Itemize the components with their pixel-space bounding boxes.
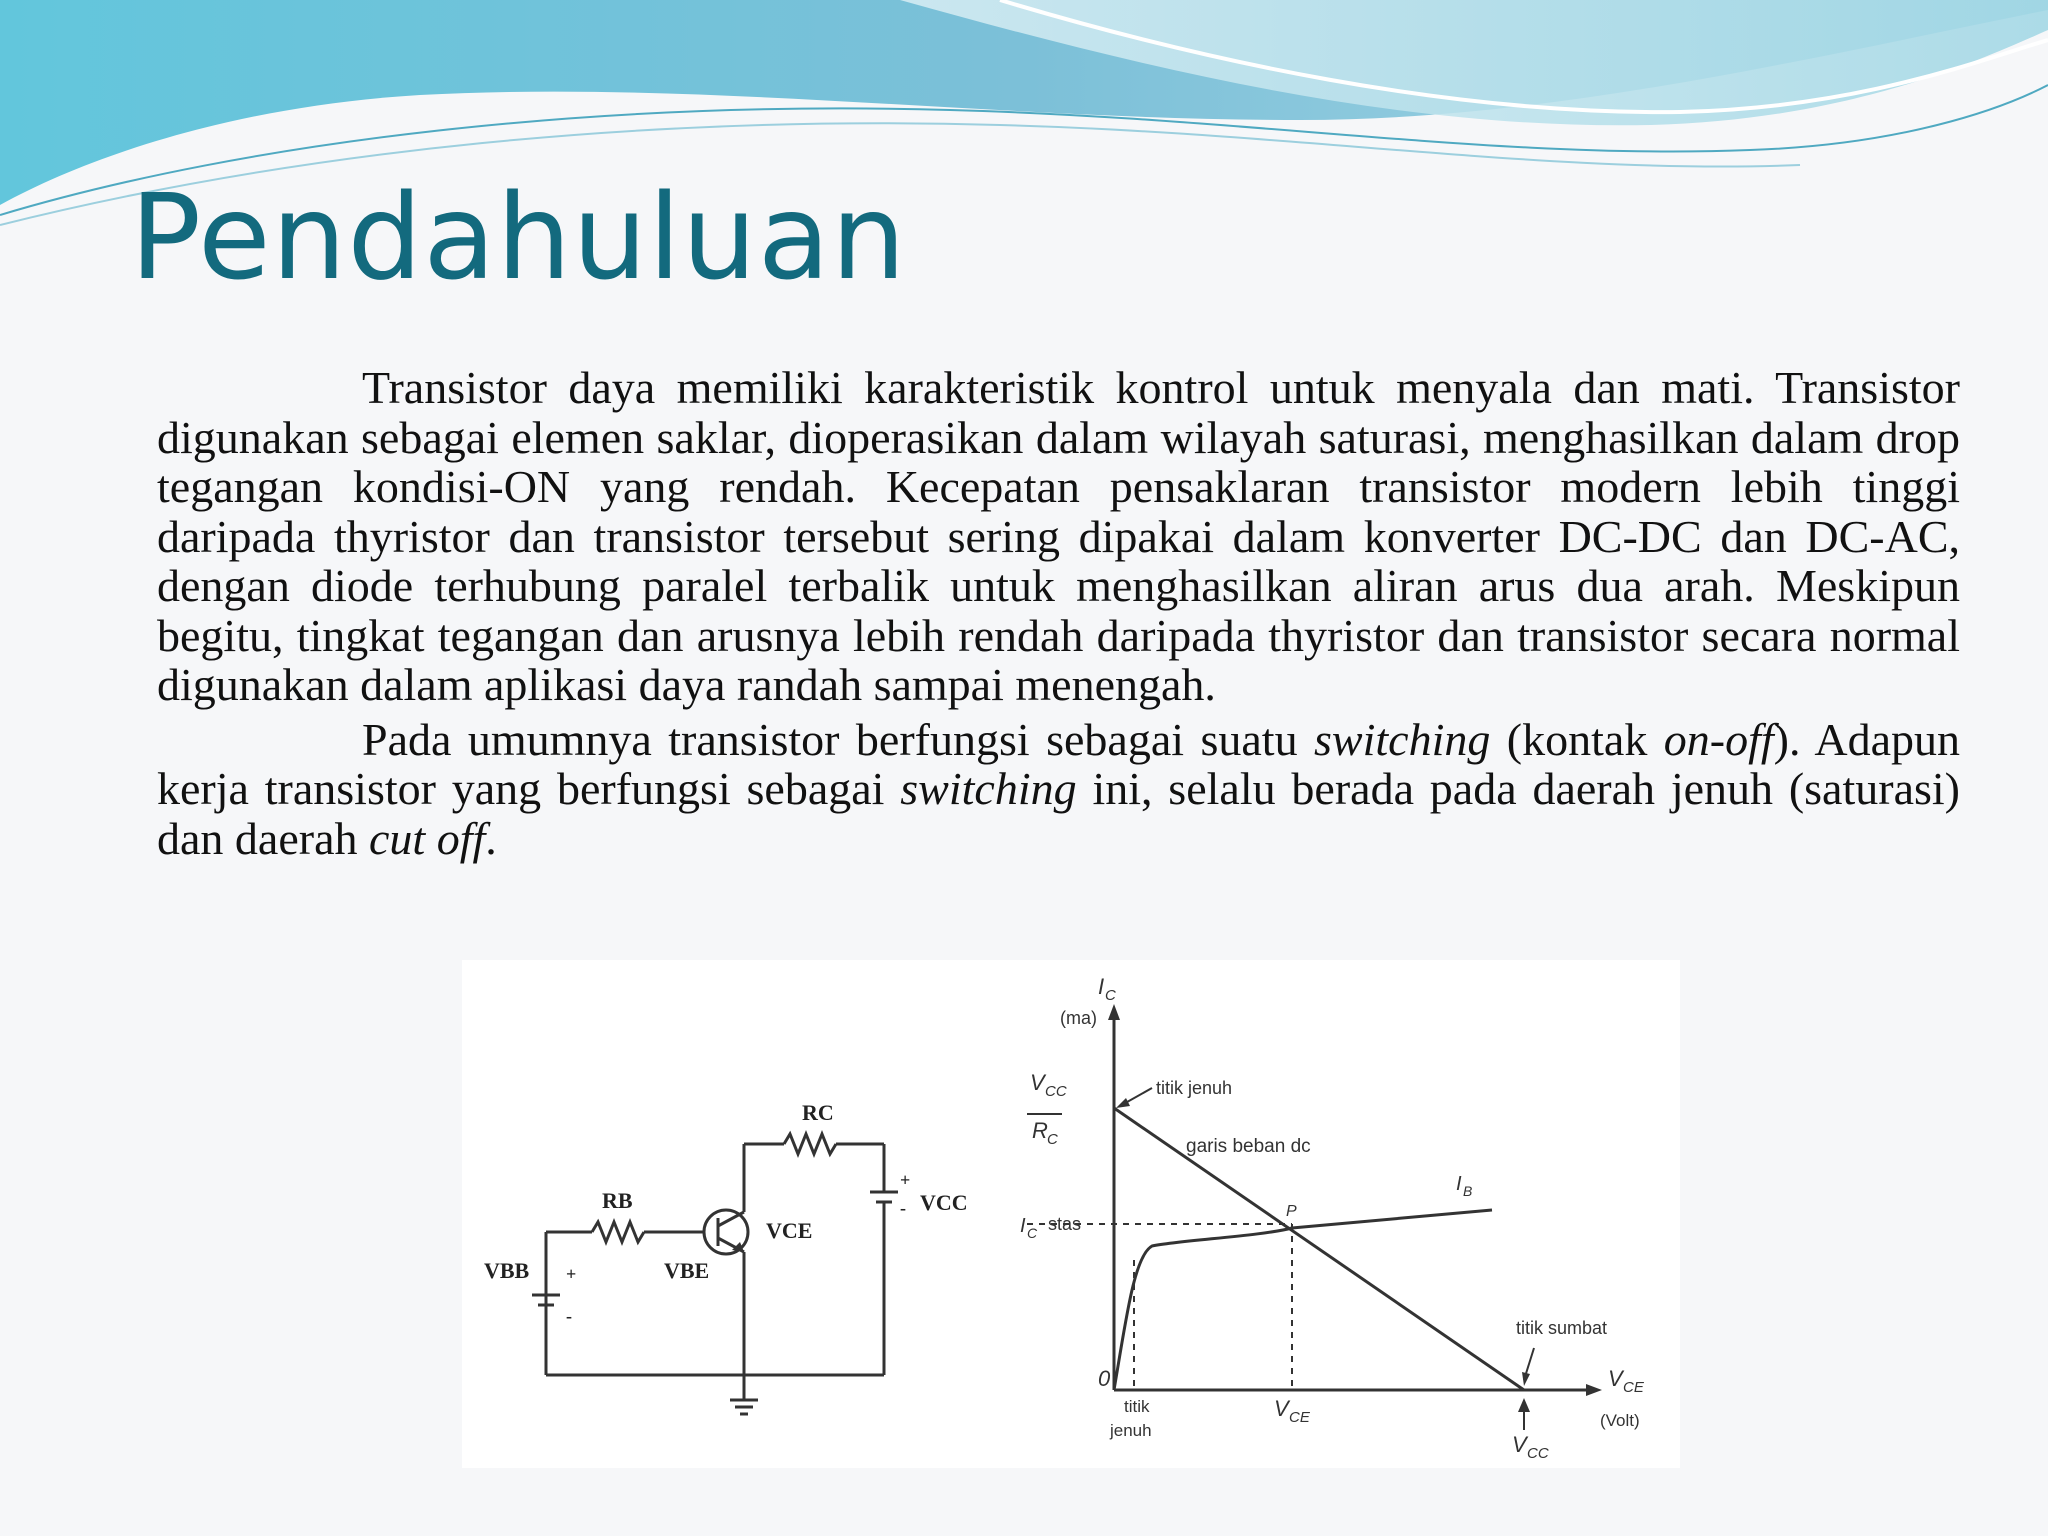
vcc-mark-subscript: CC [1527,1445,1549,1462]
vcc-mark-symbol: V [1512,1432,1527,1457]
vbe-label: VBE [664,1258,710,1283]
vcc-over-rc-denominator: R [1032,1118,1048,1143]
rb-label: RB [602,1188,633,1213]
operating-point-label: P [1286,1203,1297,1220]
vbb-minus-sign: - [566,1306,572,1326]
bottom-jenuh-label: jenuh [1110,1421,1152,1440]
vce-mark-subscript: CE [1289,1409,1310,1426]
garis-beban-label: garis beban dc [1186,1136,1311,1157]
y-axis-arrow-icon [1108,1004,1120,1020]
vbb-plus-sign: + [566,1264,577,1284]
y-axis-symbol: I [1098,974,1105,999]
vcc-plus-sign: + [900,1170,911,1190]
paragraph-2-emphasis: switching [900,763,1077,814]
ic-stas-subscript: C [1027,1225,1038,1241]
paragraph-2-text: ini, selalu berada pada daerah jenuh (saturasi) dan daerah [157,763,1960,864]
ib-symbol: I [1456,1173,1462,1195]
vcc-pointer-arrow-icon [1518,1398,1530,1412]
paragraph-2-emphasis: switching [1314,713,1491,765]
titik-jenuh-arrow-icon [1116,1098,1130,1108]
transistor-circuit [532,1134,898,1414]
vcc-minus-sign: - [900,1198,906,1218]
ib-subscript: B [1463,1183,1473,1199]
ic-stas-symbol: I [1020,1215,1026,1237]
x-axis-arrow-icon [1586,1384,1602,1396]
vcc-over-rc-denominator-sub: C [1047,1131,1058,1148]
x-axis-subscript: CE [1623,1379,1644,1396]
paragraph-2 [157,715,1960,864]
x-axis-symbol: V [1608,1366,1623,1391]
x-axis-unit: (Volt) [1600,1411,1640,1430]
paragraph-2-text: ). Adapun kerja transistor yang berfungsi sebagai [157,713,1961,814]
paragraph-2-text: . [485,812,497,864]
rc-label: RC [802,1100,834,1125]
paragraph-2-text: Pada umumnya transistor berfungsi sebagai suatu [362,713,1315,765]
paragraph-2-text: (kontak [1490,713,1664,765]
origin-label: 0 [1098,1366,1111,1391]
vcc-over-rc-numerator: V [1030,1070,1045,1095]
y-axis-unit: (ma) [1060,1008,1097,1028]
slide-title: Pendahuluan [130,168,907,306]
load-line-graph [1027,1010,1592,1430]
transistor-switch-figure [462,960,1680,1468]
y-axis-subscript: C [1105,987,1116,1004]
vce-label: VCE [766,1218,813,1243]
vcc-label: VCC [920,1190,968,1215]
titik-sumbat-arrow-icon [1522,1372,1530,1386]
paragraph-1: Transistor daya memiliki karakteristik kontrol untuk menyala dan mati. Transistor digunakan sebagai elemen saklar, dioperasikan dalam wilayah saturasi, menghasilkan dalam drop tegangan kondisi-ON yang rendah. Kecepatan pensaklaran transistor modern lebih tinggi daripada thyristor dan transistor tersebut sering dipakai dalam konverter DC-DC dan DC-AC, dengan diode terhubung paralel terbalik untuk menghasilkan aliran arus dua arah. Meskipun begitu, tingkat tegangan dan arusnya lebih rendah daripada thyristor dan transistor secara normal digunakan dalam aplikasi daya randah sampai menengah. [157,362,1960,710]
paragraph-2-emphasis: on-off [1663,713,1774,765]
vce-mark-symbol: V [1274,1396,1289,1421]
body-text [157,363,1960,868]
vcc-over-rc-numerator-sub: CC [1045,1083,1067,1100]
bottom-titik-label: titik [1124,1397,1150,1416]
vbb-label: VBB [484,1258,530,1283]
titik-sumbat-label: titik sumbat [1516,1318,1608,1338]
titik-jenuh-top-label: titik jenuh [1156,1078,1233,1098]
paragraph-2-emphasis: cut off [369,812,486,864]
ic-stas-text: stas [1048,1214,1082,1234]
